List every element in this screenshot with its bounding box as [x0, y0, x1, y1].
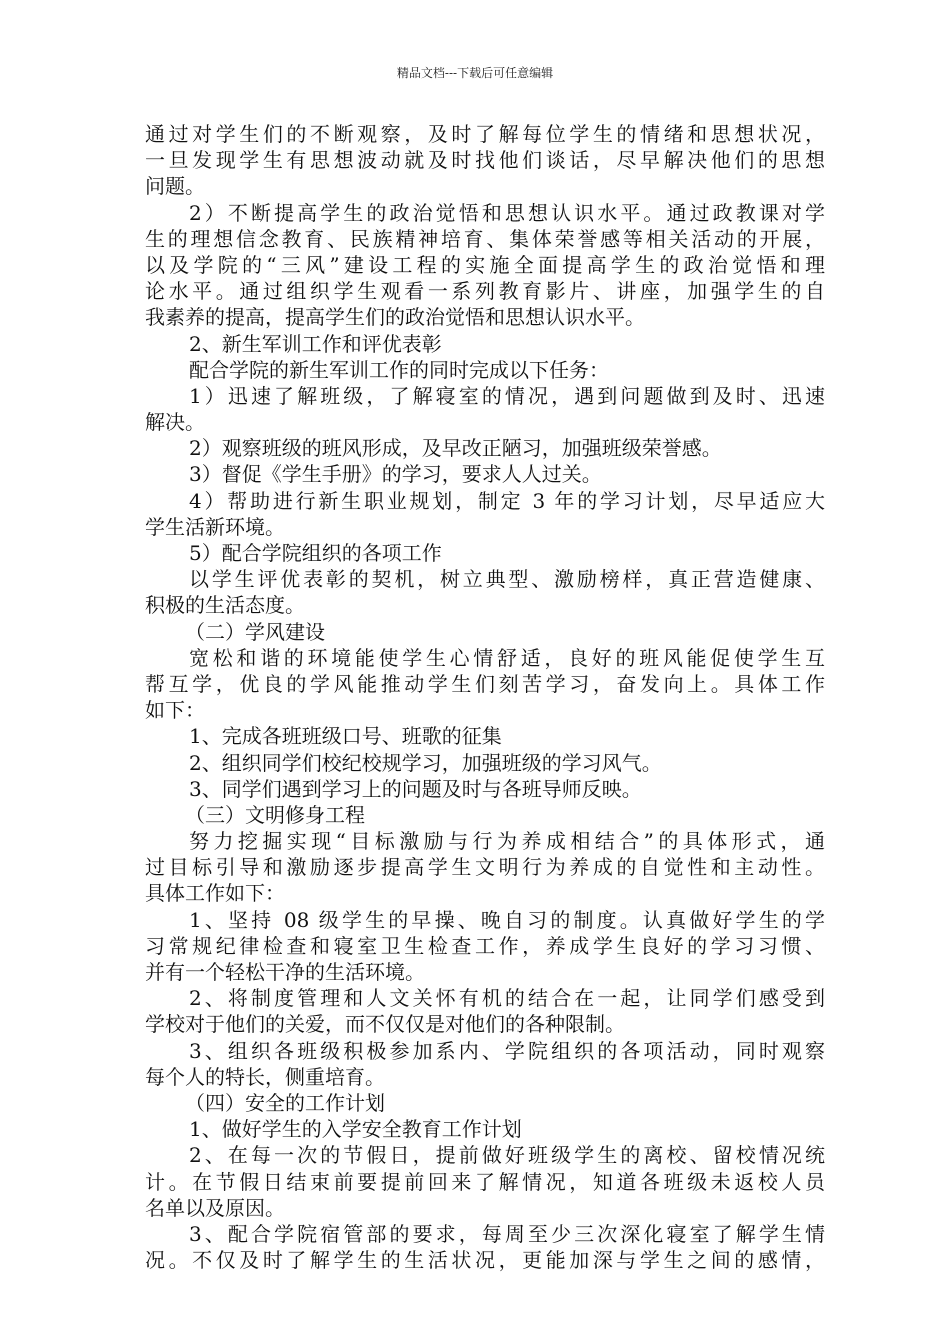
text-line: 并有一个轻松干净的生活环境。 — [145, 960, 425, 984]
text-line: 况。不仅及时了解学生的生活状况，更能加深与学生之间的感情， — [145, 1248, 825, 1273]
page-header: 精品文档---下载后可任意编辑 — [396, 66, 554, 80]
text-line: 2、新生军训工作和评优表彰 — [189, 331, 442, 356]
text-line: 3、配合学院宿管部的要求，每周至少三次深化寝室了解学生情 — [189, 1221, 825, 1246]
text-line: 以及学院的“三风”建设工程的实施全面提高学生的政治觉悟和理 — [145, 252, 825, 277]
text-line: 计。在节假日结束前要提前回来了解情况，知道各班级未返校人员 — [145, 1169, 825, 1194]
text-line: 1）迅速了解班级，了解寝室的情况，遇到问题做到及时、迅速 — [189, 383, 825, 408]
text-line: 我素养的提高，提高学生们的政治觉悟和思想认识水平。 — [145, 305, 645, 330]
text-line: （三）文明修身工程 — [185, 802, 365, 827]
text-line: 问题。 — [145, 174, 205, 199]
text-line: 每个人的特长，侧重培育。 — [145, 1064, 385, 1089]
text-line: 努力挖掘实现“目标激励与行为养成相结合”的具体形式，通 — [189, 829, 825, 854]
text-line: 解决。 — [145, 410, 205, 435]
text-line: 一旦发现学生有思想波动就及时找他们谈话，尽早解决他们的思想 — [145, 148, 825, 173]
text-line: 名单以及原因。 — [145, 1195, 285, 1220]
text-line: 以学生评优表彰的契机，树立典型、激励榜样，真正营造健康、 — [189, 567, 825, 592]
text-line: 2、组织同学们校纪校规学习，加强班级的学习风气。 — [189, 750, 662, 775]
text-line: 具体工作如下： — [145, 881, 285, 906]
document-body — [145, 121, 825, 1273]
text-line: 3、同学们遇到学习上的问题及时与各班导师反映。 — [189, 776, 642, 801]
text-line: 2、在每一次的节假日，提前做好班级学生的离校、留校情况统 — [189, 1143, 825, 1168]
text-line: 配合学院的新生军训工作的同时完成以下任务： — [189, 357, 609, 382]
text-line: 4）帮助进行新生职业规划，制定 3 年的学习计划，尽早适应大 — [189, 488, 825, 513]
text-line: 宽松和谐的环境能使学生心情舒适，良好的班风能促使学生互 — [189, 645, 825, 670]
text-line: 1、坚持 08 级学生的早操、晚自习的制度。认真做好学生的学 — [189, 907, 825, 932]
text-line: （二）学风建设 — [185, 619, 325, 644]
text-line: 1、完成各班班级口号、班歌的征集 — [189, 724, 502, 749]
text-line: 1、做好学生的入学安全教育工作计划 — [189, 1117, 522, 1142]
text-line: 2、将制度管理和人文关怀有机的结合在一起，让同学们感受到 — [189, 986, 825, 1011]
text-line: 学校对于他们的关爱，而不仅仅是对他们的各种限制。 — [145, 1012, 625, 1037]
text-line: 2）观察班级的班风形成，及早改正陋习，加强班级荣誉感。 — [189, 436, 722, 461]
text-line: 生的理想信念教育、民族精神培育、集体荣誉感等相关活动的开展， — [145, 226, 825, 251]
text-line: 学生活新环境。 — [145, 514, 285, 539]
text-line: 通过对学生们的不断观察，及时了解每位学生的情绪和思想状况， — [145, 122, 825, 146]
text-line: 5）配合学院组织的各项工作 — [189, 541, 442, 565]
text-line: 过目标引导和激励逐步提高学生文明行为养成的自觉性和主动性。 — [145, 855, 825, 880]
text-line: 积极的生活态度。 — [145, 593, 305, 618]
text-line: 习常规纪律检查和寝室卫生检查工作，养成学生良好的学习习惯、 — [145, 933, 825, 958]
text-line: 2）不断提高学生的政治觉悟和思想认识水平。通过政教课对学 — [189, 200, 825, 225]
text-line: 论水平。通过组织学生观看一系列教育影片、讲座，加强学生的自 — [145, 279, 825, 304]
text-line: 帮互学，优良的学风能推动学生们刻苦学习，奋发向上。具体工作 — [145, 671, 825, 696]
text-line: （四）安全的工作计划 — [185, 1090, 385, 1115]
text-line: 如下： — [145, 698, 205, 723]
text-line: 3）督促《学生手册》的学习，要求人人过关。 — [189, 462, 602, 487]
text-line: 3、组织各班级积极参加系内、学院组织的各项活动，同时观察 — [189, 1038, 825, 1063]
